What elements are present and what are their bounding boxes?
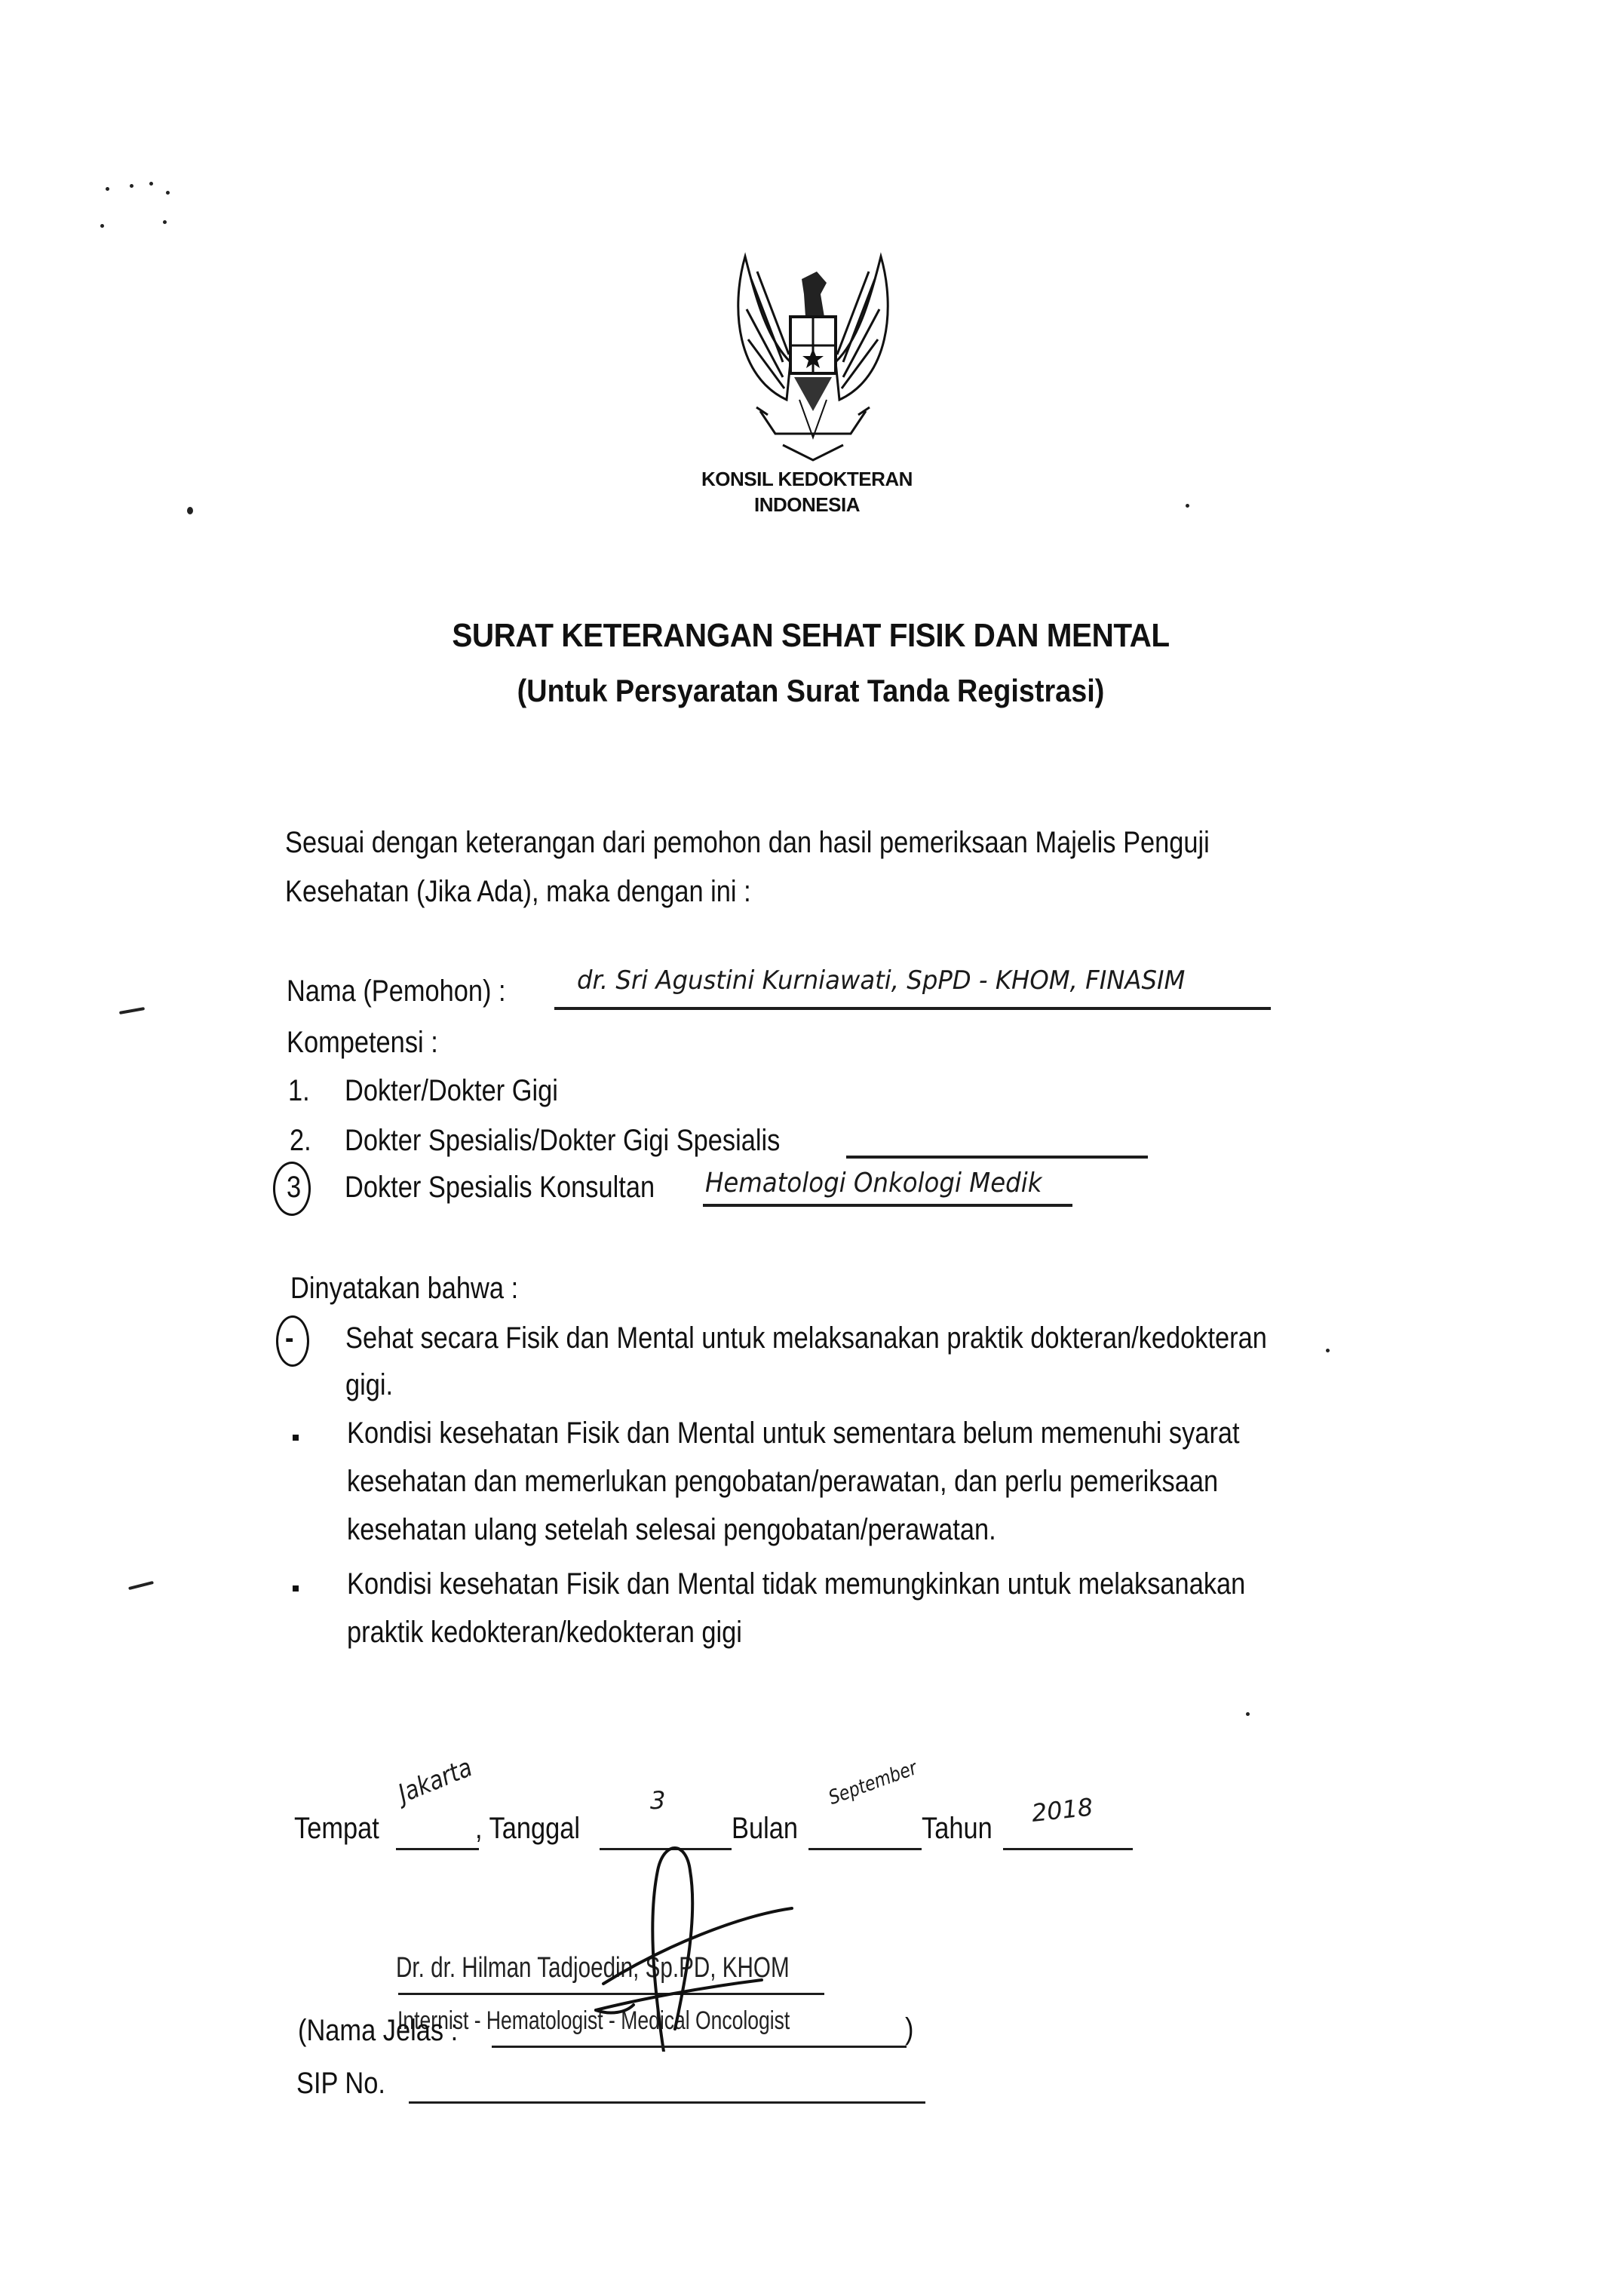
month-label: Bulan: [732, 1812, 798, 1845]
institution-line2: INDONESIA: [754, 493, 860, 516]
name-clear-underline: [492, 2046, 907, 2048]
year-value[interactable]: 2018: [1030, 1792, 1094, 1828]
competence-item-1-label[interactable]: Dokter/Dokter Gigi: [345, 1074, 558, 1107]
sip-underline: [409, 2101, 925, 2104]
scan-speck: [163, 220, 167, 224]
date-label: , Tanggal: [475, 1812, 580, 1845]
signature-stamp-name: Dr. dr. Hilman Tadjoedin, Sp.PD, KHOM: [396, 1952, 790, 1984]
statement-option-2-line3: kesehatan ulang setelah selesai pengobatan/perawatan.: [347, 1513, 996, 1546]
statement-option-3-line2: praktik kedokteran/kedokteran gigi: [347, 1616, 742, 1649]
statement-option-1-line2: gigi.: [345, 1368, 394, 1401]
scan-speck: [166, 191, 170, 195]
statement-option-2-line1[interactable]: Kondisi kesehatan Fisik dan Mental untuk sementara belum memenuhi syarat: [347, 1417, 1240, 1450]
competence-item-3-label[interactable]: Dokter Spesialis Konsultan: [345, 1171, 655, 1204]
competence-item-2-underline: [846, 1156, 1148, 1159]
handwritten-signature-icon: [573, 1825, 815, 2052]
place-label: Tempat: [294, 1812, 379, 1845]
applicant-label: Nama (Pemohon) :: [287, 975, 506, 1008]
competence-item-2-number: 2.: [290, 1124, 311, 1157]
place-underline: [396, 1848, 479, 1850]
scan-speck: [149, 182, 153, 186]
place-value[interactable]: Jakarta: [394, 1752, 477, 1809]
statement-option-2-bullet: [293, 1435, 299, 1441]
statement-option-1-line1[interactable]: Sehat secara Fisik dan Mental untuk melaksanakan praktik dokteran/kedokteran: [345, 1321, 1267, 1355]
document-subtitle: (Untuk Persyaratan Surat Tanda Registrasi): [517, 673, 1105, 708]
statement-option-2-line2: kesehatan dan memerlukan pengobatan/perawatan, dan perlu pemeriksaan: [347, 1465, 1219, 1498]
competence-label: Kompetensi :: [287, 1026, 438, 1059]
applicant-name-value[interactable]: dr. Sri Agustini Kurniawati, SpPD - KHOM, FINASIM: [577, 965, 1186, 996]
scan-speck: [100, 224, 104, 228]
scan-speck: [1246, 1712, 1250, 1716]
scan-speck: [1326, 1349, 1330, 1352]
garuda-emblem-icon: [730, 249, 896, 468]
signature-stamp-role: Internist - Hematologist - Medical Oncologist: [397, 2006, 790, 2035]
scan-speck: [130, 184, 133, 188]
competence-item-3-number: 3: [287, 1171, 302, 1204]
margin-mark: [128, 1581, 154, 1590]
scan-speck: [1186, 504, 1189, 508]
name-clear-label: (Nama Jelas :: [298, 2014, 459, 2047]
statement-label: Dinyatakan bahwa :: [290, 1272, 519, 1305]
applicant-underline: [554, 1007, 1271, 1010]
statement-option-3-bullet: [293, 1585, 299, 1592]
scan-speck: [106, 187, 109, 191]
name-clear-close: ): [905, 2012, 914, 2046]
year-label: Tahun: [922, 1812, 993, 1845]
date-value[interactable]: 3: [650, 1786, 666, 1815]
margin-mark: [119, 1007, 145, 1014]
document-title: SURAT KETERANGAN SEHAT FISIK DAN MENTAL: [452, 617, 1170, 654]
month-underline: [808, 1848, 922, 1850]
scan-speck: [187, 507, 193, 514]
statement-option-3-line1[interactable]: Kondisi kesehatan Fisik dan Mental tidak memungkinkan untuk melaksanakan: [347, 1567, 1246, 1601]
sip-label: SIP No.: [296, 2067, 385, 2100]
competence-item-1-number: 1.: [288, 1074, 310, 1107]
year-underline: [1003, 1848, 1133, 1850]
intro-line2: Kesehatan (Jika Ada), maka dengan ini :: [285, 875, 751, 908]
competence-item-2-label[interactable]: Dokter Spesialis/Dokter Gigi Spesialis: [345, 1124, 781, 1157]
intro-line1: Sesuai dengan keterangan dari pemohon dan hasil pemeriksaan Majelis Penguji: [285, 826, 1210, 859]
statement-option-1-marker: -: [285, 1321, 294, 1355]
institution-name: [679, 466, 935, 517]
month-value[interactable]: September: [825, 1757, 920, 1810]
competence-item-3-underline: [703, 1204, 1072, 1207]
competence-item-3-value[interactable]: Hematologi Onkologi Medik: [705, 1168, 1042, 1199]
institution-line1: KONSIL KEDOKTERAN: [701, 468, 913, 490]
